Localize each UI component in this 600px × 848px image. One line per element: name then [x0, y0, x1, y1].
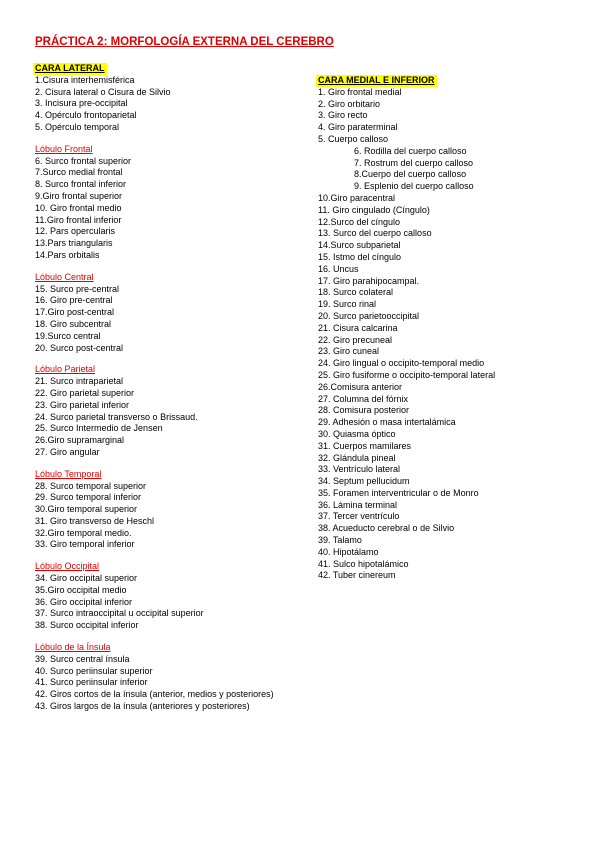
list-item: 1. Giro frontal medial: [318, 86, 402, 97]
list-item: 26.Giro supramarginal: [35, 435, 125, 446]
list-item: 39. Talamo: [318, 535, 362, 546]
list-item: 2. Giro orbitario: [318, 98, 381, 109]
list-item: 15. Istmo del cíngulo: [318, 251, 402, 262]
list-item: 18. Giro subcentral: [35, 318, 112, 329]
list-item: 21. Surco intraparietal: [35, 376, 124, 387]
list-item: 29. Adhesión o masa intertalámica: [318, 417, 456, 428]
list-temporal: [35, 481, 295, 552]
list-item: 31. Giro transverso de Heschl: [35, 515, 155, 526]
section-heading-parietal: Lóbulo Parietal: [35, 364, 96, 375]
list-item: 6. Surco frontal superior: [35, 155, 132, 166]
section-heading-central: Lóbulo Central: [35, 271, 94, 282]
list-item: 23. Giro cuneal: [318, 346, 380, 357]
list-item: 22. Giro parietal superior: [35, 387, 135, 398]
list-item: 23. Giro parietal inferior: [35, 399, 130, 410]
list-item: 9.Giro frontal superior: [35, 190, 123, 201]
list-item: 20. Surco parietooccipital: [318, 310, 420, 321]
list-item: 34. Septum pellucidum: [318, 476, 410, 487]
list-item: 1.Cisura interhemisférica: [35, 74, 135, 85]
list-medial-sub: [318, 146, 588, 193]
list-item: 16. Uncus: [318, 263, 359, 274]
list-item: 5. Cuerpo calloso: [318, 133, 389, 144]
list-item: 7. Rostrum del cuerpo calloso: [354, 157, 474, 168]
list-item: 4. Opérculo frontoparietal: [35, 110, 137, 121]
section-heading-frontal: Lóbulo Frontal: [35, 143, 93, 154]
list-item: 30.Giro temporal superior: [35, 504, 138, 515]
list-item: 29. Surco temporal inferior: [35, 492, 142, 503]
list-item: 32. Glándula pineal: [318, 452, 396, 463]
list-item: 24. Giro lingual o occipito-temporal medio: [318, 358, 485, 369]
section-heading-cara-lateral: CARA LATERAL: [35, 63, 105, 73]
list-item: 25. Giro fusiforme o occipito-temporal lateral: [318, 369, 496, 380]
list-item: 32.Giro temporal medio.: [35, 527, 132, 538]
list-occipital: [35, 573, 295, 632]
list-item: 21. Cisura calcarina: [318, 322, 398, 333]
list-item: 7.Surco medial frontal: [35, 167, 123, 178]
list-item: 39. Surco central ínsula: [35, 653, 130, 664]
list-item: 9. Esplenio del cuerpo calloso: [354, 181, 474, 192]
list-item: 8. Surco frontal inferior: [35, 179, 127, 190]
list-frontal: [35, 156, 295, 262]
left-column: [35, 63, 295, 713]
list-item: 11.Giro frontal inferior: [35, 214, 122, 225]
list-item: 33. Ventrículo lateral: [318, 464, 401, 475]
list-item: 3. Incisura pre-occipital: [35, 98, 128, 109]
list-item: 37. Tercer ventrículo: [318, 511, 400, 522]
list-item: 30. Quiasma óptico: [318, 428, 396, 439]
list-item: 17.Giro post-central: [35, 307, 115, 318]
list-item: 12. Pars opercularis: [35, 226, 116, 237]
list-item: 6. Rodilla del cuerpo calloso: [354, 145, 467, 156]
list-item: 5. Opérculo temporal: [35, 121, 120, 132]
right-column: [318, 75, 588, 582]
list-item: 24. Surco parietal transverso o Brissaud.: [35, 411, 198, 422]
section-heading-temporal: Lóbulo Temporal: [35, 468, 102, 479]
list-item: 14.Pars orbitalis: [35, 249, 100, 260]
list-medial-a: [318, 87, 588, 146]
list-item: 27. Columna del fórnix: [318, 393, 409, 404]
list-item: 8.Cuerpo del cuerpo calloso: [354, 169, 467, 180]
list-item: 19. Surco rinal: [318, 299, 377, 310]
list-item: 37. Surco intraoccipital u occipital superior: [35, 608, 204, 619]
list-central: [35, 284, 295, 355]
list-item: 35.Giro occipital medio: [35, 584, 127, 595]
section-heading-insula: Lóbulo de la Ínsula: [35, 642, 111, 653]
list-item: 10.Giro paracentral: [318, 192, 396, 203]
list-item: 4. Giro paraterminal: [318, 122, 398, 133]
list-item: 40. Surco periinsular superior: [35, 665, 153, 676]
list-item: 25. Surco Intermedio de Jensen: [35, 423, 163, 434]
list-item: 41. Sulco hipotalámico: [318, 558, 409, 569]
list-item: 31. Cuerpos mamilares: [318, 440, 412, 451]
section-heading-occipital: Lóbulo Occipital: [35, 561, 100, 572]
list-item: 26.Comisura anterior: [318, 381, 403, 392]
list-item: 40. Hipotálamo: [318, 546, 379, 557]
list-item: 19.Surco central: [35, 330, 101, 341]
list-item: 34. Giro occipital superior: [35, 573, 138, 584]
list-item: 11. Giro cingulado (Cíngulo): [318, 204, 430, 215]
list-item: 15. Surco pre-central: [35, 283, 120, 294]
list-item: 22. Giro precuneal: [318, 334, 393, 345]
list-item: 13.Pars triangularis: [35, 238, 113, 249]
list-item: 28. Comisura posterior: [318, 405, 410, 416]
list-medial-b: [318, 193, 588, 582]
list-item: 14.Surco subparietal: [318, 240, 401, 251]
list-item: 2. Cisura lateral o Cisura de Silvio: [35, 86, 171, 97]
list-item: 18. Surco colateral: [318, 287, 394, 298]
list-item: 27. Giro angular: [35, 446, 100, 457]
list-item: 12.Surco del cíngulo: [318, 216, 401, 227]
list-parietal: [35, 376, 295, 459]
list-insula: [35, 654, 295, 713]
list-item: 36. Giro occipital inferior: [35, 596, 133, 607]
list-item: 38. Acueducto cerebral o de Silvio: [318, 523, 455, 534]
list-item: 13. Surco del cuerpo calloso: [318, 228, 432, 239]
list-item: 41. Surco periinsular inferior: [35, 677, 148, 688]
list-item: 36. Lámina terminal: [318, 499, 398, 510]
list-item: 28. Surco temporal superior: [35, 480, 147, 491]
list-item: 35. Foramen interventricular o de Monro: [318, 487, 479, 498]
list-item: 17. Giro parahipocampal.: [318, 275, 420, 286]
list-item: 43. Giros largos de la ínsula (anteriores y posteriores): [35, 701, 250, 712]
list-item: 42. Tuber cinereum: [318, 570, 396, 581]
list-item: 42. Giros cortos de la ínsula (anterior, medios y posteriores): [35, 689, 274, 700]
page-title: PRÁCTICA 2: MORFOLOGÍA EXTERNA DEL CEREBRO: [35, 36, 334, 48]
list-item: 16. Giro pre-central: [35, 295, 113, 306]
list-item: 38. Surco occipital inferior: [35, 620, 139, 631]
list-item: 33. Giro temporal inferior: [35, 539, 135, 550]
list-cara-lateral: [35, 75, 295, 134]
list-item: 3. Giro recto: [318, 110, 368, 121]
section-heading-cara-medial: CARA MEDIAL E INFERIOR: [318, 75, 435, 85]
list-item: 20. Surco post-central: [35, 342, 124, 353]
list-item: 10. Giro frontal medio: [35, 202, 122, 213]
